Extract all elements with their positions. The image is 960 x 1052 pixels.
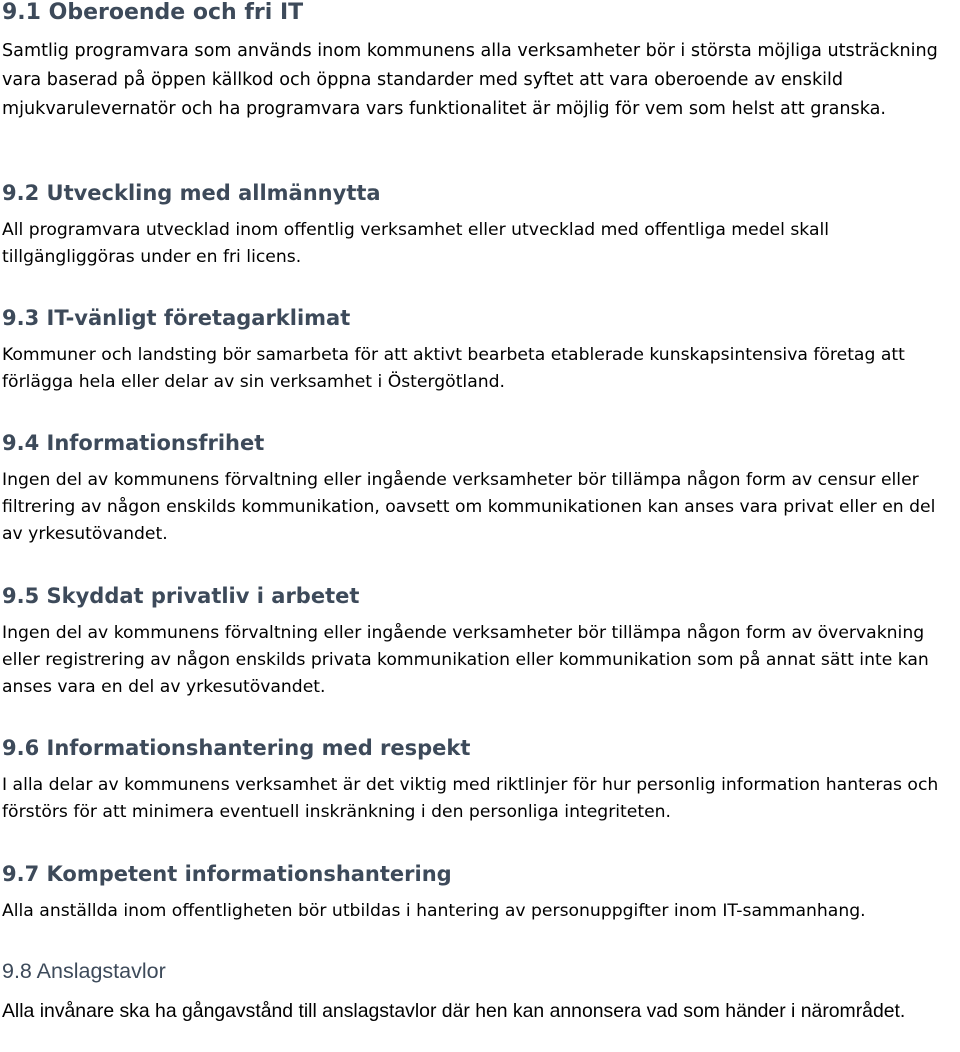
section-body: Samtlig programvara som används inom kommunens alla verksamheter bör i största möjliga utsträckning vara baserad på öppen källkod och öppna standarder med syftet att vara oberoende av enskild mjukvarulevernatör och ha programvara vars funktionalitet är möjlig för vem som helst att granska. — [2, 41, 938, 119]
section-9-5 — [2, 583, 958, 701]
section-body: I alla delar av kommunens verksamhet är det viktig med riktlinjer för hur personlig information hanteras och förstörs för att minimera eventuell inskränkning i den personliga integriteten. — [2, 775, 939, 822]
section-body: Ingen del av kommunens förvaltning eller ingående verksamheter bör tillämpa någon form av censur eller filtrering av någon enskilds kommunikation, oavsett om kommunikationen kan anses vara privat eller en del av yrkesutövandet. — [2, 470, 936, 544]
section-9-2 — [2, 180, 958, 271]
section-body: All programvara utvecklad inom offentlig verksamhet eller utvecklad med offentliga medel skall tillgängliggöras under en fri licens. — [2, 220, 830, 267]
section-body: Alla invånare ska ha gångavstånd till anslagstavlor där hen kan annonsera vad som händer i närområdet. — [2, 1000, 906, 1022]
section-heading: 9.7 Kompetent informationshantering — [2, 862, 452, 886]
section-heading: 9.1 Oberoende och fri IT — [2, 0, 304, 25]
section-heading: 9.8 Anslagstavlor — [2, 959, 166, 983]
section-heading: 9.5 Skyddat privatliv i arbetet — [2, 584, 360, 608]
section-9-4 — [2, 430, 958, 548]
section-body: Alla anställda inom offentligheten bör utbildas i hantering av personuppgifter inom IT-sammanhang. — [2, 901, 866, 921]
section-heading: 9.6 Informationshantering med respekt — [2, 736, 471, 760]
section-9-8 — [2, 958, 958, 1026]
section-body: Ingen del av kommunens förvaltning eller ingående verksamheter bör tillämpa någon form av övervakning eller registrering av någon enskilds privata kommunikation eller kommunikation som på annat sätt inte kan anses vara en del av yrkesutövandet. — [2, 623, 929, 697]
section-heading: 9.2 Utveckling med allmännytta — [2, 181, 381, 205]
section-body: Kommuner och landsting bör samarbeta för att aktivt bearbeta etablerade kunskapsintensiva företag att förlägga hela eller delar av sin verksamhet i Östergötland. — [2, 345, 905, 392]
section-9-6 — [2, 735, 958, 826]
section-heading: 9.3 IT-vänligt företagarklimat — [2, 306, 351, 330]
section-9-1 — [2, 0, 958, 124]
section-9-7 — [2, 861, 958, 925]
section-heading: 9.4 Informationsfrihet — [2, 431, 265, 455]
section-9-3 — [2, 305, 958, 396]
